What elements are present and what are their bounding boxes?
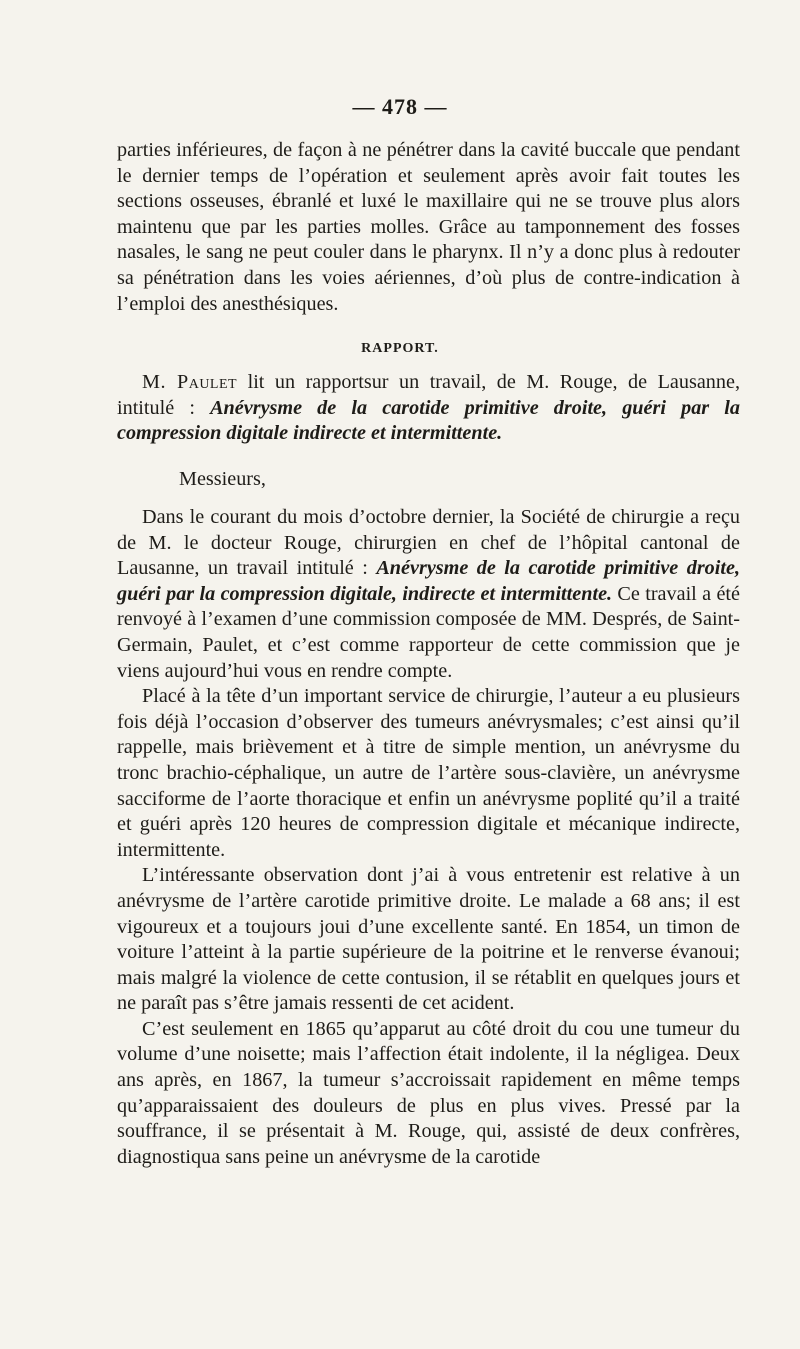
page-number: — 478 — bbox=[352, 94, 448, 119]
body-paragraph-2: Placé à la tête d’un important service de chirurgie, l’auteur a eu plusieurs fois déjà l’occasion d’observer des tumeurs anévrysmales; c’est ainsi qu’il rappelle, mais brièvement et à titre de simple mention, un anévrysme du tronc brachio-céphalique, un autre de l’artère sous-clavière, un anévrysme sacciforme de l’aorte thoracique et enfin un anévrysme poplité qu’il a traité et guéri après 120 heures de compression digitale et mécanique indirecte, intermittente. bbox=[117, 685, 740, 861]
body-paragraph-1-start: Dans le courant du mois d’octobre dernier, la Société de chirurgie a reçu de M. le docteur Rouge, chirurgien en chef de l’hôpital cantonal de Lausanne, un travail intitulé : bbox=[117, 506, 740, 580]
report-intro-paragraph bbox=[117, 370, 740, 447]
body-paragraph-4: C’est seulement en 1865 qu’apparut au côté droit du cou une tumeur du volume d’une noisette; mais l’affection était indolente, il la négligea. Deux ans après, en 1867, la tumeur s’accroissait rapidement en même temps qu’apparaissaient des douleurs de plus en plus vives. Pressé par la souffrance, il se présentait à M. Rouge, qui, assisté de deux confrères, diagnostiqua sans peine un anévrysme de la carotide bbox=[117, 1017, 740, 1168]
body-paragraph-1-title: Anévrysme de la carotide primitive droite, guéri par la compression digitale, indirecte et intermittente. bbox=[117, 557, 740, 605]
body-paragraph-1 bbox=[117, 505, 740, 684]
salutation-block bbox=[117, 467, 740, 493]
report-intro-text: lit un rapportsur un travail, de M. Rouge, de Lausanne, intitulé : bbox=[117, 371, 740, 419]
report-title: Anévrysme de la carotide primitive droite, guéri par la compression digitale indirecte et intermittente. bbox=[117, 396, 740, 445]
intro-paragraph-block bbox=[117, 138, 740, 317]
salutation: Messieurs, bbox=[179, 468, 266, 490]
body-paragraph-3: L’intéressante observation dont j’ai à vous entretenir est relative à un anévrysme de l’artère carotide primitive droite. Le malade a 68 ans; il est vigoureux et a toujours joui d’une excellente santé. En 1854, un timon de voiture l’atteint à la partie supérieure de la poitrine et le renverse évanoui; mais malgré la violence de cette contusion, il se rétablit en quelques jours et ne paraît pas s’être jamais ressenti de cet acident. bbox=[117, 864, 740, 1015]
body-text-block bbox=[117, 505, 740, 1170]
intro-paragraph: parties inférieures, de façon à ne pénétrer dans la cavité buccale que pendant le dernier temps de l’opération et seulement après avoir fait toutes les sections osseuses, ébranlé et luxé le maxillaire qui ne se trouve plus alors maintenu que par les parties molles. Grâce au tamponnement des fosses nasales, le sang ne peut couler dans le pharynx. Il n’y a donc plus à redouter sa pénétration dans les voies aériennes, d’où plus de contre-indication à l’emploi des anesthésiques. bbox=[117, 139, 740, 315]
report-speaker: M. Paulet bbox=[142, 371, 238, 393]
body-paragraph-1-end: Ce travail a été renvoyé à l’examen d’une commission composée de MM. Després, de Saint-Germain, Paulet, et c’est comme rapporteur de cette commission que je viens aujourd’hui vous en rendre compte. bbox=[117, 582, 740, 682]
report-intro-block bbox=[117, 370, 740, 447]
section-heading: RAPPORT. bbox=[361, 341, 439, 356]
